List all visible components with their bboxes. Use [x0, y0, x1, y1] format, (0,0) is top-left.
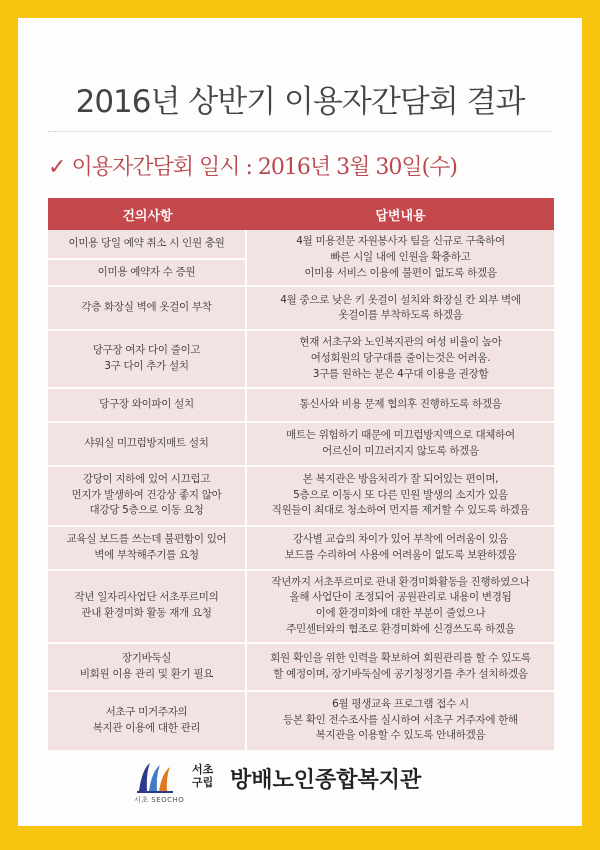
table-row	[48, 331, 554, 388]
seocho-logo-icon	[136, 759, 174, 795]
header-answer: 답변내용	[247, 198, 554, 230]
suggestion-cell: 작년 일자리사업단 서초푸르미의 관내 환경미화 활동 재개 요청	[48, 571, 247, 644]
answer-cell: 본 복지관은 방음처리가 잘 되어있는 편이며, 5층으로 이동시 또 다른 민원 발생의 소지가 있음 직원들이 최대로 청소하여 먼지를 제거할 수 있도록 하겠음	[247, 467, 554, 527]
table-row	[48, 692, 554, 752]
table-row	[48, 423, 554, 467]
district-label: 서초 구립	[192, 763, 214, 790]
suggestion-cell: 강당이 지하에 있어 시끄럽고 먼지가 발생하여 건강상 좋지 않아 대강당 5층으로 이동 요청	[48, 467, 247, 527]
answer-cell: 작년까지 서초푸르미로 관내 환경미화활동을 진행하였으나 올해 사업단이 조정되어 공원관리로 내용이 변경됨 이에 환경미화에 대한 부분이 줄었으나 주민센터와의 협조로 환경미화에 신경쓰도록 하겠음	[247, 571, 554, 644]
table-row	[48, 644, 554, 692]
suggestion-cell: 장기바둑실 비회원 이용 관리 및 환기 필요	[48, 644, 247, 692]
check-icon: ✓	[48, 155, 66, 180]
suggestion-cell: 교육실 보드를 쓰는데 불편함이 있어 벽에 부착해주기를 요청	[48, 527, 247, 571]
title-divider	[48, 131, 552, 132]
answer-cell: 통신사와 비용 문제 협의후 진행하도록 하겠음	[247, 389, 554, 423]
meeting-date-text: 이용자간담회 일시 : 2016년 3월 30일(수)	[71, 155, 457, 180]
poster-card	[18, 18, 582, 826]
suggestion-cell: 이미용 당일 예약 취소 시 인원 충원	[48, 230, 247, 260]
meeting-date	[48, 150, 568, 181]
answer-cell: 현재 서초구와 노인복지관의 여성 비율이 높아 여성회원의 당구대를 줄이는것은 어려움. 3구를 원하는 분은 4구대 이용을 권장함	[247, 331, 554, 388]
table-row	[48, 287, 554, 331]
footer	[18, 753, 582, 813]
answer-cell: 6월 평생교육 프로그램 접수 시 등본 확인 전수조사를 실시하여 서초구 거주자에 한해 복지관을 이용할 수 있도록 안내하겠음	[247, 692, 554, 752]
table-row	[48, 467, 554, 527]
answer-cell: 회원 확인을 위한 인력을 확보하여 회원관리를 할 수 있도록 할 예정이며, 장기바둑실에 공기청정기를 추가 설치하겠음	[247, 644, 554, 692]
suggestion-cell: 서초구 미거주자의 복지관 이용에 대한 관리	[48, 692, 247, 752]
suggestion-cell: 이미용 예약자 수 증원	[48, 260, 247, 288]
organization-name: 방배노인종합복지관	[230, 768, 422, 793]
suggestion-cell: 각층 화장실 벽에 옷걸이 부착	[48, 287, 247, 331]
table-header-row	[48, 198, 554, 230]
suggestion-cell: 샤워실 미끄럼방지매트 설치	[48, 423, 247, 467]
answer-cell: 4월 중으로 낮은 키 옷걸이 설치와 화장실 칸 외부 벽에 옷걸이를 부착하도록 하겠음	[247, 287, 554, 331]
poster-title: 2016년 상반기 이용자간담회 결과	[75, 84, 525, 120]
header-suggestion: 건의사항	[48, 198, 247, 230]
answer-cell: 강사별 교습의 차이가 있어 부착에 어려움이 있음 보드를 수리하여 사용에 어려움이 없도록 보완하겠음	[247, 527, 554, 571]
suggestion-cell: 당구장 여자 다이 줄이고 3구 다이 추가 설치	[48, 331, 247, 388]
table-row	[48, 571, 554, 644]
results-table	[48, 198, 554, 752]
logo-caption: 서초 SEOCHO	[134, 796, 185, 804]
table-row	[48, 230, 554, 260]
table-row	[48, 389, 554, 423]
answer-cell: 매트는 위험하기 때문에 미끄럼방지액으로 대체하여 어르신이 미끄러지지 않도록 하겠음	[247, 423, 554, 467]
suggestion-cell: 당구장 와이파이 설치	[48, 389, 247, 423]
table-row	[48, 527, 554, 571]
answer-cell: 4월 미용전문 자원봉사자 팀을 신규로 구축하여 빠른 시일 내에 인원을 확충하고 이미용 서비스 이용에 불편이 없도록 하겠음	[247, 230, 554, 287]
